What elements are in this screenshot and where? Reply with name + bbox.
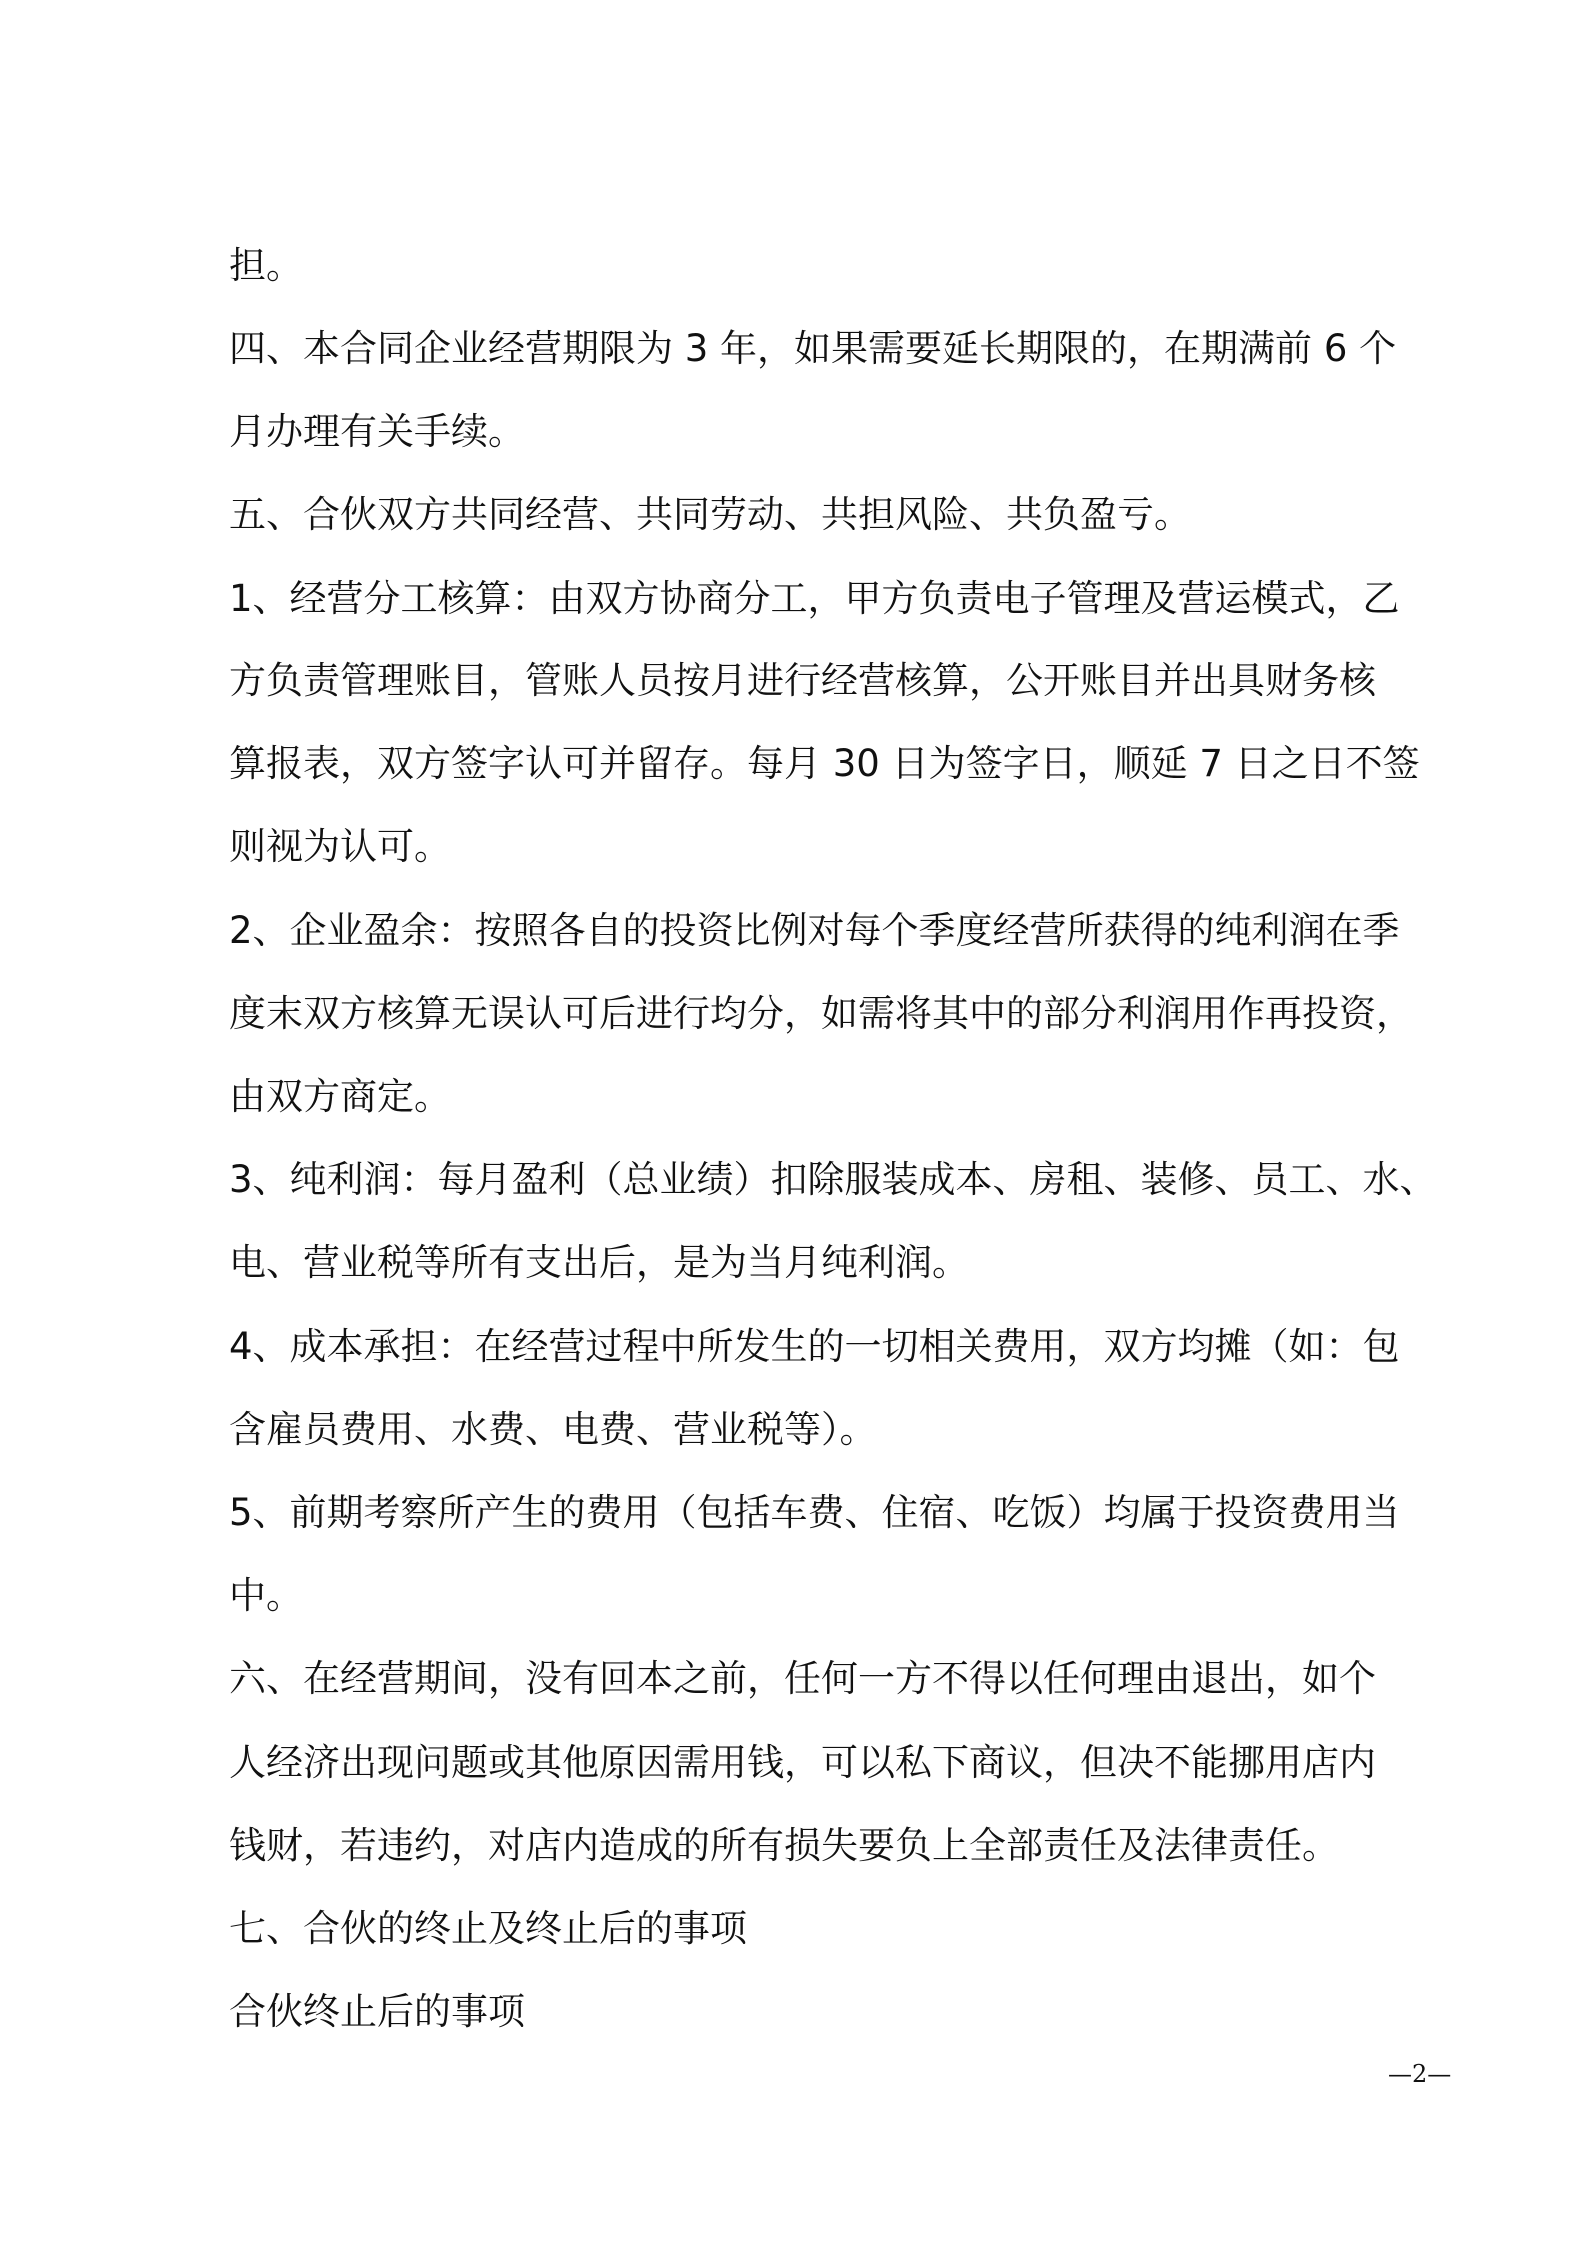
text-line: 人经济出现问题或其他原因需用钱，可以私下商议，但决不能挪用店内	[229, 1741, 1376, 1784]
text-line: 六、在经营期间，没有回本之前，任何一方不得以任何理由退出，如个	[229, 1657, 1376, 1700]
text-line: 3、纯利润：每月盈利（总业绩）扣除服装成本、房租、装修、员工、水、	[229, 1158, 1437, 1201]
text-line: 合伙终止后的事项	[229, 1990, 525, 2033]
text-line: 五、合伙双方共同经营、共同劳动、共担风险、共负盈亏。	[229, 493, 1191, 536]
page-number: —2—	[1388, 2060, 1452, 2088]
text-line: 4、成本承担：在经营过程中所发生的一切相关费用，双方均摊（如：包	[229, 1325, 1400, 1368]
text-line: 七、合伙的终止及终止后的事项	[229, 1907, 747, 1950]
text-line: 担。	[229, 244, 303, 287]
text-line: 2、企业盈余：按照各自的投资比例对每个季度经营所获得的纯利润在季	[229, 909, 1400, 952]
text-line: 由双方商定。	[229, 1075, 451, 1118]
text-line: 月办理有关手续。	[229, 410, 525, 453]
text-line: 5、前期考察所产生的费用（包括车费、住宿、吃饭）均属于投资费用当	[229, 1491, 1400, 1534]
text-line: 四、本合同企业经营期限为 3 年，如果需要延长期限的，在期满前 6 个	[229, 327, 1397, 370]
text-line: 方负责管理账目，管账人员按月进行经营核算，公开账目并出具财务核	[229, 659, 1376, 702]
text-line: 1、经营分工核算：由双方协商分工，甲方负责电子管理及营运模式，乙	[229, 577, 1400, 620]
text-line: 度末双方核算无误认可后进行均分，如需将其中的部分利润用作再投资，	[229, 992, 1413, 1035]
text-line: 电、营业税等所有支出后，是为当月纯利润。	[229, 1241, 969, 1284]
text-line: 含雇员费用、水费、电费、营业税等）。	[229, 1408, 877, 1451]
text-line: 算报表，双方签字认可并留存。每月 30 日为签字日，顺延 7 日之日不签	[229, 742, 1420, 785]
text-line: 则视为认可。	[229, 825, 451, 868]
text-line: 中。	[229, 1574, 303, 1617]
text-line: 钱财，若违约，对店内造成的所有损失要负上全部责任及法律责任。	[229, 1824, 1339, 1867]
